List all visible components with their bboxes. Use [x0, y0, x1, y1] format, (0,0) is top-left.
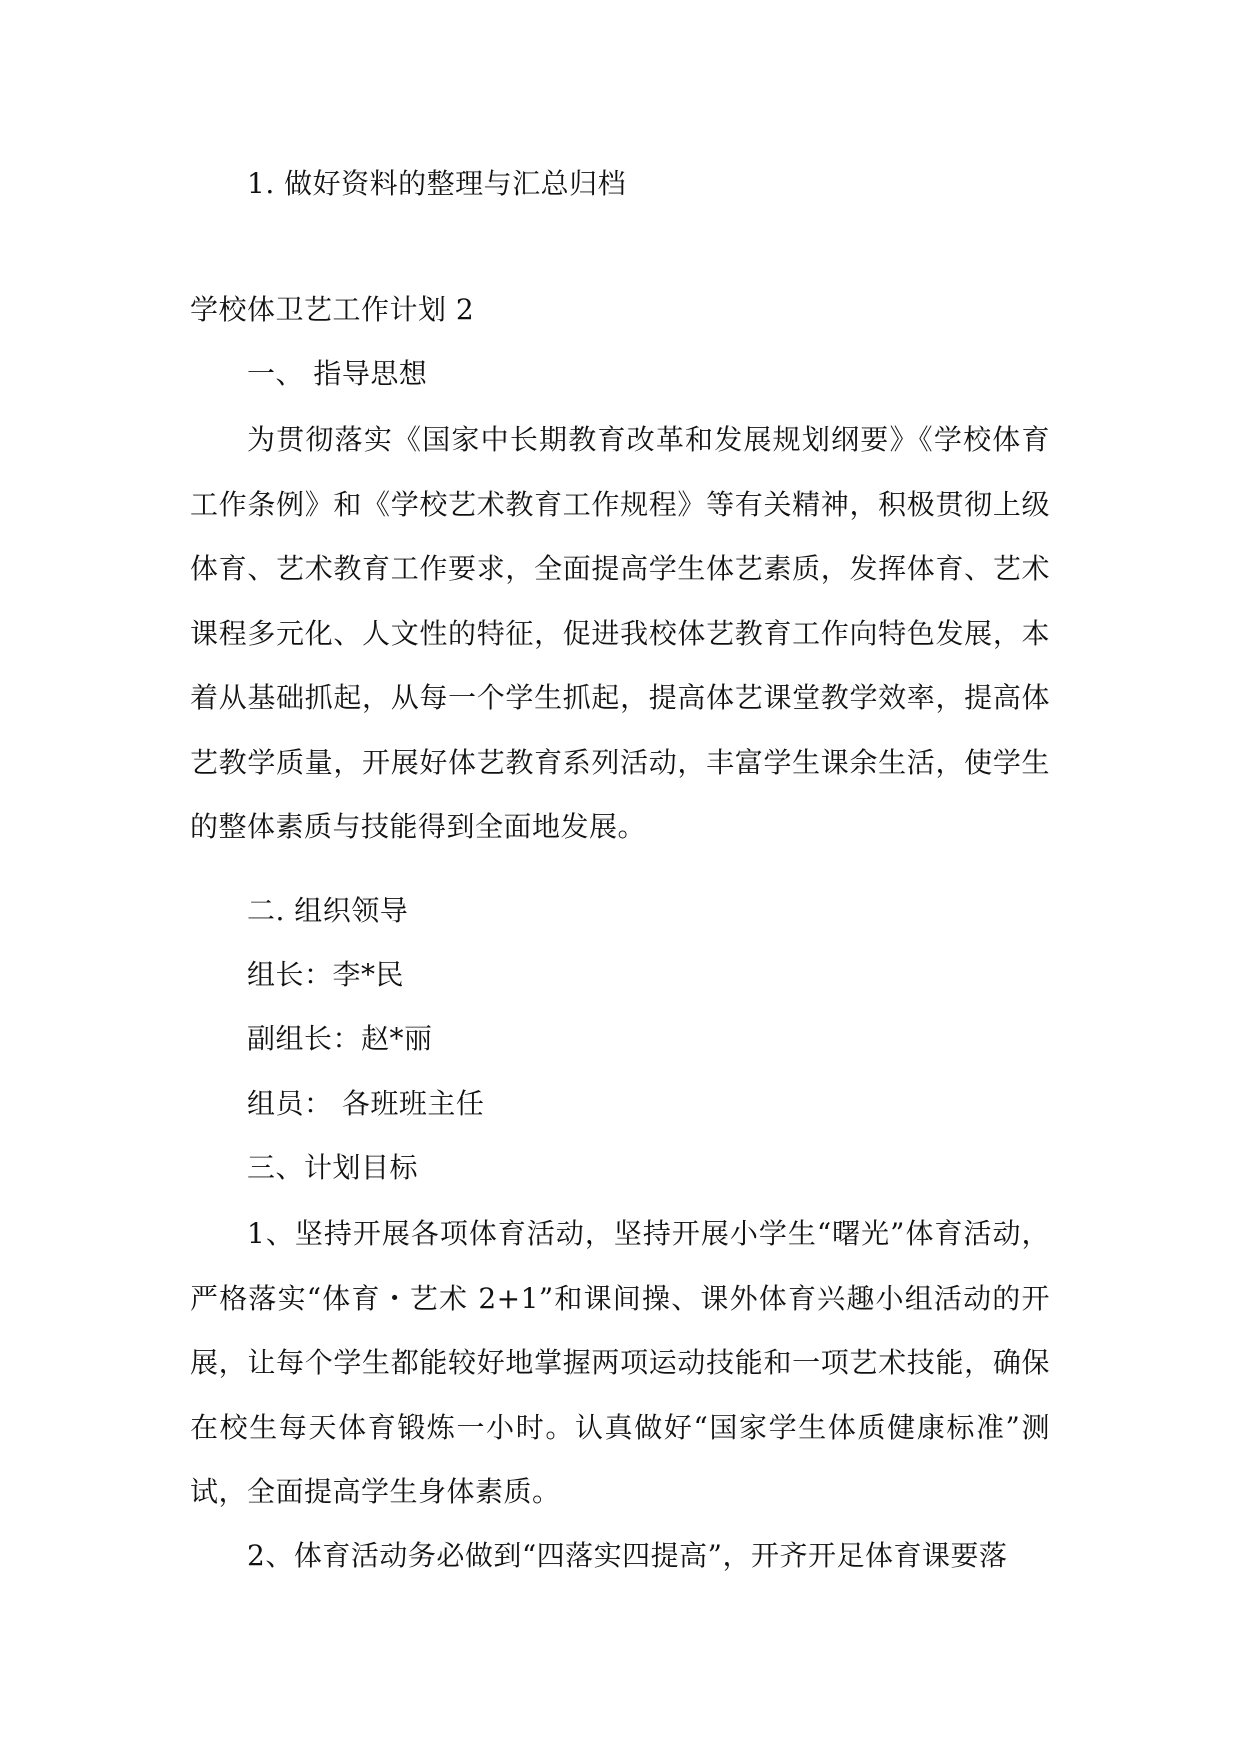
list-item-archive: 1. 做好资料的整理与汇总归档 — [247, 167, 627, 200]
paragraph-goal-1: 1、坚持开展各项体育活动，坚持开展小学生“曙光”体育活动，严格落实“体育・艺术 2+1”和课间操、课外体育兴趣小组活动的开展，让每个学生都能较好地掌握两项运动技能和一项艺术技能，确保在校生每天体育锻炼一小时。认真做好“国家学生体质健康标准”测试，全面提高学生身体素质。 — [190, 1217, 1050, 1508]
heading-guiding-ideology: 一、 指导思想 — [247, 357, 428, 390]
heading-plan-goals: 三、计划目标 — [247, 1151, 419, 1184]
leader-line: 组长：李*民 — [247, 958, 405, 991]
deputy-leader-line: 副组长：赵*丽 — [247, 1022, 433, 1055]
paragraph-goal-2: 2、体育活动务必做到“四落实四提高”，开齐开足体育课要落 — [247, 1539, 1008, 1572]
members-line: 组员： 各班班主任 — [247, 1087, 485, 1120]
paragraph-guiding-ideology: 为贯彻落实《国家中长期教育改革和发展规划纲要》《学校体育工作条例》和《学校艺术教育工作规程》等有关精神，积极贯彻上级体育、艺术教育工作要求，全面提高学生体艺素质，发挥体育、艺术课程多元化、人文性的特征，促进我校体艺教育工作向特色发展，本着从基础抓起，从每一个学生抓起，提高体艺课堂教学效率，提高体艺教学质量，开展好体艺教育系列活动，丰富学生课余生活，使学生的整体素质与技能得到全面地发展。 — [190, 423, 1050, 843]
heading-organization: 二. 组织领导 — [247, 894, 409, 927]
section-title: 学校体卫艺工作计划 2 — [190, 293, 475, 326]
